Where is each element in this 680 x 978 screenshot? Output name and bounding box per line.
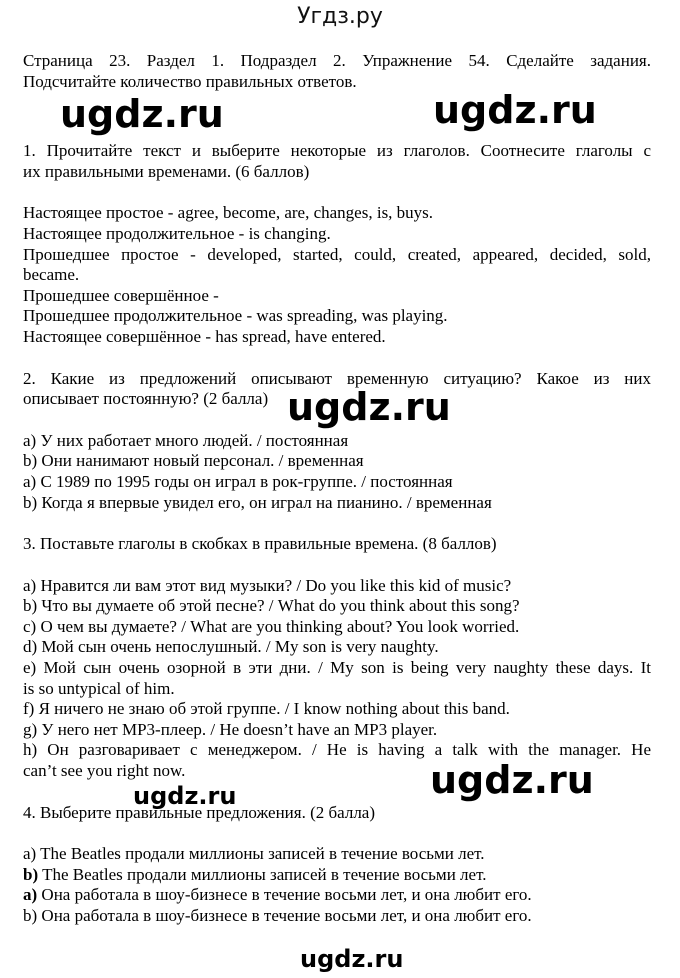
intro-line-2: Подсчитайте количество правильных ответов. <box>23 71 357 91</box>
task3-answer-f: f) Я ничего не знаю об этой группе. / I know nothing about this band. <box>23 699 510 719</box>
task4-question: 4. Выберите правильные предложения. (2 балла) <box>23 802 376 822</box>
task4-answer-3 <box>23 885 651 906</box>
task3-answer-b: b) Что вы думаете об этой песне? / What do you think about this song? <box>23 596 520 616</box>
task4-answer-2-text: The Beatles продали миллионы записей в течение восьми лет. <box>38 864 487 884</box>
task2-question-line-1: 2. Какие из предложений описывают временную ситуацию? Какое из них <box>23 368 651 388</box>
task4-answer-2-mark: b) <box>23 864 39 884</box>
watermark: ugdz.ru <box>433 88 597 132</box>
site-title: Угдз.ру <box>297 4 383 29</box>
task1-answer-present-perfect: Настоящее совершённое - has spread, have entered. <box>23 326 386 346</box>
task2-question-line-2: описывает постоянную? (2 балла) <box>23 389 269 409</box>
task1-question-line-1: 1. Прочитайте текст и выберите некоторые из глаголов. Соотнесите глаголы с <box>23 141 651 161</box>
task1-answer-past-simple-line-1: Прошедшее простое - developed, started, could, created, appeared, decided, sold, <box>23 244 651 264</box>
watermark: ugdz.ru <box>300 945 404 973</box>
task2-answer-3: a) С 1989 по 1995 годы он играл в рок-группе. / постоянная <box>23 471 453 491</box>
task1-answer-present-continuous: Настоящее продолжительное - is changing. <box>23 223 331 243</box>
task4-answer-3-text: Она работала в шоу-бизнесе в течение восьми лет, и она любит его. <box>37 885 532 905</box>
task2-answer-4: b) Когда я впервые увидел его, он играл на пианино. / временная <box>23 492 492 512</box>
task3-answer-d: d) Мой сын очень непослушный. / My son is very naughty. <box>23 637 439 657</box>
task1-answer-present-simple: Настоящее простое - agree, become, are, changes, is, buys. <box>23 203 434 223</box>
watermark: ugdz.ru <box>60 92 224 136</box>
task1-answer-past-continuous: Прошедшее продолжительное - was spreading, was playing. <box>23 306 448 326</box>
task3-answer-g: g) У него нет MP3-плеер. / He doesn’t have an MP3 player. <box>23 719 438 739</box>
task3-answer-c: c) О чем вы думаете? / What are you thinking about? You look worried. <box>23 616 520 636</box>
task1-answer-past-simple-line-2: became. <box>23 265 80 285</box>
task3-answer-h-line-1: h) Он разговаривает с менеджером. / He is having a talk with the manager. He <box>23 740 651 760</box>
watermark: ugdz.ru <box>133 782 237 810</box>
task3-answer-a: a) Нравится ли вам этот вид музыки? / Do you like this kid of music? <box>23 575 512 595</box>
task2-answer-2: b) Они нанимают новый персонал. / временная <box>23 451 364 471</box>
watermark: ugdz.ru <box>430 758 594 802</box>
task1-answer-past-perfect: Прошедшее совершённое - <box>23 285 219 305</box>
task3-question: 3. Поставьте глаголы в скобках в правильные времена. (8 баллов) <box>23 534 497 554</box>
task3-answer-h-line-2: can’t see you right now. <box>23 761 186 781</box>
task2-answer-1: a) У них работает много людей. / постоянная <box>23 430 349 450</box>
task4-answer-3-mark: a) <box>23 885 38 905</box>
task4-answer-2 <box>23 865 651 886</box>
task1-question-line-2: их правильными временами. (6 баллов) <box>23 161 310 181</box>
task4-answer-4: b) Она работала в шоу-бизнесе в течение восьми лет, и она любит его. <box>23 906 532 925</box>
task4-answer-1: a) The Beatles продали миллионы записей в течение восьми лет. <box>23 844 485 864</box>
task3-answer-e-line-1: e) Мой сын очень озорной в эти дни. / My son is being very naughty these days. It <box>23 658 651 678</box>
task3-answer-e-line-2: is so untypical of him. <box>23 678 175 698</box>
intro-line-1: Страница 23. Раздел 1. Подраздел 2. Упражнение 54. Сделайте задания. <box>23 51 651 70</box>
watermark: ugdz.ru <box>287 385 451 429</box>
